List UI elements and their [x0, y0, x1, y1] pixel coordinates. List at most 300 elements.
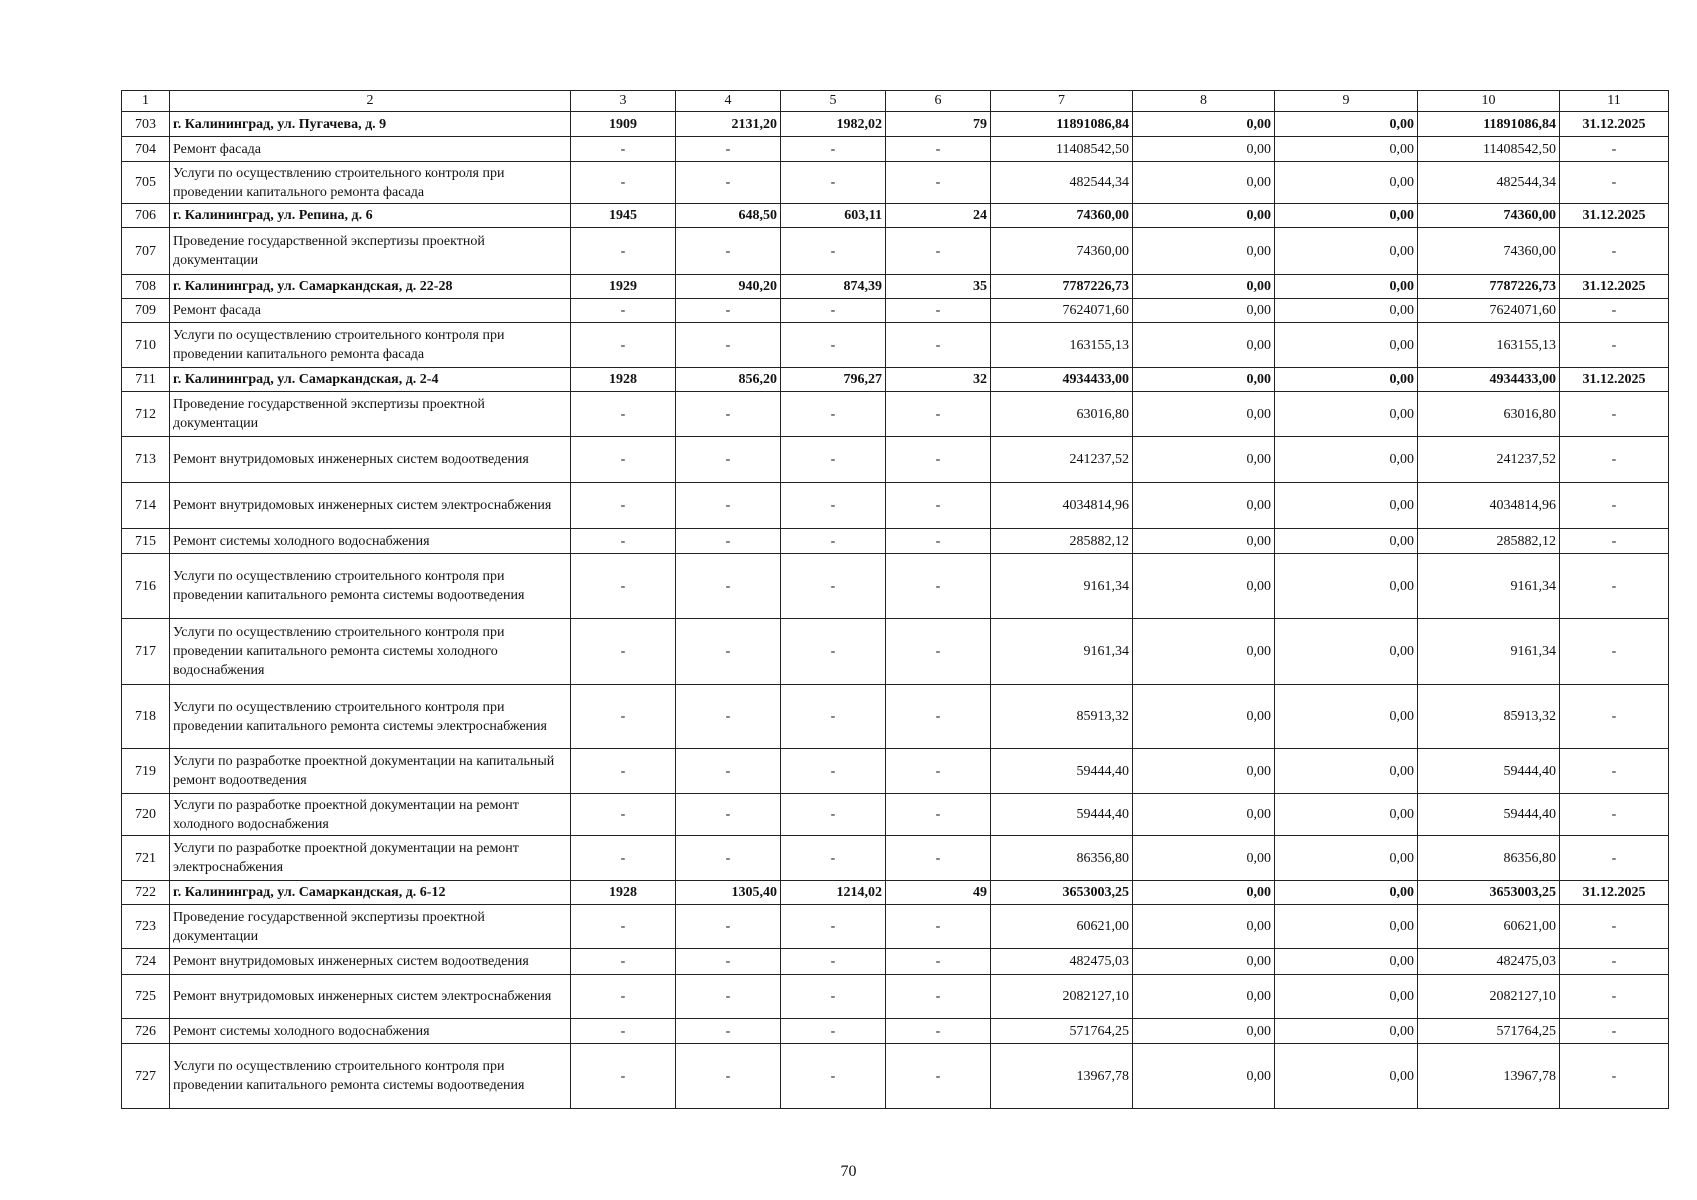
- col-8-cell: 0,00: [1133, 112, 1275, 137]
- col-9-cell: 0,00: [1275, 112, 1418, 137]
- col-8-cell: 0,00: [1133, 162, 1275, 204]
- row-number-cell: 724: [122, 949, 170, 975]
- row-number-cell: 722: [122, 881, 170, 905]
- col-10-cell: 85913,32: [1418, 685, 1560, 749]
- col-7-cell: 11891086,84: [991, 112, 1133, 137]
- col-4-cell: 856,20: [676, 368, 781, 392]
- col-9-cell: 0,00: [1275, 619, 1418, 685]
- column-number-cell: 4: [676, 91, 781, 112]
- col-4-cell: 1305,40: [676, 881, 781, 905]
- name-cell: Услуги по разработке проектной документации на капитальный ремонт водоотведения: [170, 749, 571, 794]
- col-9-cell: 0,00: [1275, 162, 1418, 204]
- col-3-cell: -: [571, 392, 676, 437]
- col-7-cell: 74360,00: [991, 204, 1133, 228]
- name-cell: г. Калининград, ул. Самаркандская, д. 6-12: [170, 881, 571, 905]
- col-5-cell: -: [781, 392, 886, 437]
- col-3-cell: -: [571, 836, 676, 881]
- col-8-cell: 0,00: [1133, 529, 1275, 554]
- col-11-cell: -: [1560, 483, 1669, 529]
- col-6-cell: -: [886, 483, 991, 529]
- work-item-row: [122, 437, 1669, 483]
- col-9-cell: 0,00: [1275, 529, 1418, 554]
- name-cell: г. Калининград, ул. Самаркандская, д. 2-4: [170, 368, 571, 392]
- name-cell: Услуги по разработке проектной документации на ремонт электроснабжения: [170, 836, 571, 881]
- col-9-cell: 0,00: [1275, 275, 1418, 299]
- row-number-cell: 726: [122, 1019, 170, 1044]
- col-11-cell: -: [1560, 685, 1669, 749]
- col-10-cell: 11891086,84: [1418, 112, 1560, 137]
- col-10-cell: 59444,40: [1418, 794, 1560, 836]
- row-number-cell: 711: [122, 368, 170, 392]
- name-cell: Услуги по осуществлению строительного контроля при проведении капитального ремонта системы холодного водоснабжения: [170, 619, 571, 685]
- row-number-cell: 727: [122, 1044, 170, 1109]
- col-4-cell: -: [676, 137, 781, 162]
- col-10-cell: 74360,00: [1418, 204, 1560, 228]
- name-cell: Ремонт внутридомовых инженерных систем электроснабжения: [170, 975, 571, 1019]
- col-3-cell: 1909: [571, 112, 676, 137]
- col-3-cell: -: [571, 905, 676, 949]
- col-5-cell: 796,27: [781, 368, 886, 392]
- work-item-row: [122, 392, 1669, 437]
- work-item-row: [122, 619, 1669, 685]
- column-number-cell: 7: [991, 91, 1133, 112]
- col-11-cell: -: [1560, 299, 1669, 323]
- col-5-cell: -: [781, 749, 886, 794]
- work-item-row: [122, 228, 1669, 275]
- col-4-cell: -: [676, 749, 781, 794]
- col-6-cell: 24: [886, 204, 991, 228]
- col-11-cell: -: [1560, 392, 1669, 437]
- col-8-cell: 0,00: [1133, 685, 1275, 749]
- col-11-cell: -: [1560, 323, 1669, 368]
- name-cell: Ремонт внутридомовых инженерных систем водоотведения: [170, 949, 571, 975]
- col-8-cell: 0,00: [1133, 228, 1275, 275]
- col-5-cell: -: [781, 437, 886, 483]
- row-number-cell: 721: [122, 836, 170, 881]
- col-4-cell: -: [676, 162, 781, 204]
- col-5-cell: 1214,02: [781, 881, 886, 905]
- col-11-cell: 31.12.2025: [1560, 112, 1669, 137]
- name-cell: Ремонт фасада: [170, 299, 571, 323]
- address-row: [122, 368, 1669, 392]
- col-3-cell: -: [571, 1019, 676, 1044]
- work-item-row: [122, 299, 1669, 323]
- column-number-cell: 1: [122, 91, 170, 112]
- name-cell: Услуги по разработке проектной документации на ремонт холодного водоснабжения: [170, 794, 571, 836]
- col-11-cell: 31.12.2025: [1560, 881, 1669, 905]
- work-item-row: [122, 1044, 1669, 1109]
- row-number-cell: 708: [122, 275, 170, 299]
- col-5-cell: -: [781, 554, 886, 619]
- col-7-cell: 571764,25: [991, 1019, 1133, 1044]
- work-item-row: [122, 323, 1669, 368]
- col-10-cell: 74360,00: [1418, 228, 1560, 275]
- col-10-cell: 11408542,50: [1418, 137, 1560, 162]
- col-3-cell: -: [571, 323, 676, 368]
- col-11-cell: -: [1560, 137, 1669, 162]
- name-cell: Проведение государственной экспертизы проектной документации: [170, 905, 571, 949]
- col-9-cell: 0,00: [1275, 905, 1418, 949]
- work-item-row: [122, 685, 1669, 749]
- col-5-cell: -: [781, 1044, 886, 1109]
- col-3-cell: 1928: [571, 881, 676, 905]
- col-5-cell: -: [781, 836, 886, 881]
- col-7-cell: 4034814,96: [991, 483, 1133, 529]
- col-5-cell: -: [781, 162, 886, 204]
- col-6-cell: -: [886, 975, 991, 1019]
- col-5-cell: -: [781, 619, 886, 685]
- col-8-cell: 0,00: [1133, 905, 1275, 949]
- col-8-cell: 0,00: [1133, 619, 1275, 685]
- col-8-cell: 0,00: [1133, 949, 1275, 975]
- col-5-cell: -: [781, 1019, 886, 1044]
- col-11-cell: -: [1560, 554, 1669, 619]
- col-3-cell: -: [571, 529, 676, 554]
- col-4-cell: -: [676, 299, 781, 323]
- col-3-cell: -: [571, 162, 676, 204]
- col-7-cell: 163155,13: [991, 323, 1133, 368]
- col-7-cell: 9161,34: [991, 554, 1133, 619]
- col-4-cell: -: [676, 529, 781, 554]
- col-4-cell: -: [676, 483, 781, 529]
- col-8-cell: 0,00: [1133, 392, 1275, 437]
- col-6-cell: -: [886, 323, 991, 368]
- col-10-cell: 2082127,10: [1418, 975, 1560, 1019]
- col-7-cell: 2082127,10: [991, 975, 1133, 1019]
- col-7-cell: 3653003,25: [991, 881, 1133, 905]
- col-9-cell: 0,00: [1275, 975, 1418, 1019]
- row-number-cell: 725: [122, 975, 170, 1019]
- row-number-cell: 714: [122, 483, 170, 529]
- col-5-cell: -: [781, 794, 886, 836]
- col-9-cell: 0,00: [1275, 437, 1418, 483]
- col-7-cell: 285882,12: [991, 529, 1133, 554]
- col-5-cell: -: [781, 685, 886, 749]
- col-7-cell: 9161,34: [991, 619, 1133, 685]
- col-9-cell: 0,00: [1275, 392, 1418, 437]
- col-9-cell: 0,00: [1275, 749, 1418, 794]
- col-4-cell: -: [676, 975, 781, 1019]
- col-9-cell: 0,00: [1275, 685, 1418, 749]
- row-number-cell: 709: [122, 299, 170, 323]
- column-number-cell: 10: [1418, 91, 1560, 112]
- row-number-cell: 712: [122, 392, 170, 437]
- row-number-cell: 715: [122, 529, 170, 554]
- col-3-cell: -: [571, 794, 676, 836]
- col-7-cell: 13967,78: [991, 1044, 1133, 1109]
- name-cell: Услуги по осуществлению строительного контроля при проведении капитального ремонта системы водоотведения: [170, 554, 571, 619]
- col-9-cell: 0,00: [1275, 794, 1418, 836]
- col-7-cell: 59444,40: [991, 794, 1133, 836]
- work-item-row: [122, 975, 1669, 1019]
- work-item-row: [122, 836, 1669, 881]
- col-6-cell: -: [886, 905, 991, 949]
- column-number-row: [122, 91, 1669, 112]
- col-4-cell: -: [676, 685, 781, 749]
- col-9-cell: 0,00: [1275, 1044, 1418, 1109]
- col-5-cell: -: [781, 299, 886, 323]
- col-6-cell: -: [886, 794, 991, 836]
- col-11-cell: -: [1560, 1019, 1669, 1044]
- column-number-cell: 2: [170, 91, 571, 112]
- col-3-cell: -: [571, 228, 676, 275]
- col-8-cell: 0,00: [1133, 836, 1275, 881]
- work-item-row: [122, 137, 1669, 162]
- col-4-cell: -: [676, 905, 781, 949]
- column-number-cell: 6: [886, 91, 991, 112]
- col-5-cell: -: [781, 228, 886, 275]
- address-row: [122, 881, 1669, 905]
- col-10-cell: 86356,80: [1418, 836, 1560, 881]
- name-cell: Услуги по осуществлению строительного контроля при проведении капитального ремонта фасада: [170, 162, 571, 204]
- col-8-cell: 0,00: [1133, 137, 1275, 162]
- col-8-cell: 0,00: [1133, 323, 1275, 368]
- col-9-cell: 0,00: [1275, 299, 1418, 323]
- col-6-cell: -: [886, 228, 991, 275]
- col-9-cell: 0,00: [1275, 204, 1418, 228]
- name-cell: Ремонт системы холодного водоснабжения: [170, 529, 571, 554]
- col-4-cell: -: [676, 619, 781, 685]
- col-6-cell: -: [886, 685, 991, 749]
- col-4-cell: -: [676, 794, 781, 836]
- col-10-cell: 7787226,73: [1418, 275, 1560, 299]
- row-number-cell: 704: [122, 137, 170, 162]
- col-9-cell: 0,00: [1275, 554, 1418, 619]
- col-10-cell: 60621,00: [1418, 905, 1560, 949]
- col-11-cell: 31.12.2025: [1560, 275, 1669, 299]
- col-5-cell: -: [781, 529, 886, 554]
- register-table: [121, 90, 1669, 1109]
- col-7-cell: 482544,34: [991, 162, 1133, 204]
- name-cell: г. Калининград, ул. Пугачева, д. 9: [170, 112, 571, 137]
- col-3-cell: -: [571, 299, 676, 323]
- name-cell: Ремонт системы холодного водоснабжения: [170, 1019, 571, 1044]
- col-7-cell: 7787226,73: [991, 275, 1133, 299]
- row-number-cell: 703: [122, 112, 170, 137]
- row-number-cell: 723: [122, 905, 170, 949]
- col-9-cell: 0,00: [1275, 483, 1418, 529]
- col-3-cell: -: [571, 749, 676, 794]
- col-7-cell: 482475,03: [991, 949, 1133, 975]
- column-number-cell: 8: [1133, 91, 1275, 112]
- col-6-cell: -: [886, 529, 991, 554]
- col-6-cell: -: [886, 619, 991, 685]
- col-9-cell: 0,00: [1275, 836, 1418, 881]
- col-7-cell: 63016,80: [991, 392, 1133, 437]
- col-11-cell: -: [1560, 619, 1669, 685]
- col-10-cell: 482475,03: [1418, 949, 1560, 975]
- col-3-cell: 1928: [571, 368, 676, 392]
- col-6-cell: -: [886, 137, 991, 162]
- row-number-cell: 720: [122, 794, 170, 836]
- col-10-cell: 3653003,25: [1418, 881, 1560, 905]
- col-11-cell: -: [1560, 749, 1669, 794]
- col-4-cell: -: [676, 554, 781, 619]
- col-6-cell: -: [886, 1044, 991, 1109]
- col-4-cell: 648,50: [676, 204, 781, 228]
- name-cell: Ремонт внутридомовых инженерных систем электроснабжения: [170, 483, 571, 529]
- work-item-row: [122, 749, 1669, 794]
- col-10-cell: 571764,25: [1418, 1019, 1560, 1044]
- col-6-cell: -: [886, 554, 991, 619]
- work-item-row: [122, 949, 1669, 975]
- col-10-cell: 59444,40: [1418, 749, 1560, 794]
- col-4-cell: -: [676, 1044, 781, 1109]
- col-11-cell: 31.12.2025: [1560, 204, 1669, 228]
- col-7-cell: 74360,00: [991, 228, 1133, 275]
- address-row: [122, 204, 1669, 228]
- col-3-cell: -: [571, 685, 676, 749]
- row-number-cell: 705: [122, 162, 170, 204]
- page-number: 70: [840, 1163, 857, 1180]
- work-item-row: [122, 483, 1669, 529]
- work-item-row: [122, 794, 1669, 836]
- col-6-cell: 35: [886, 275, 991, 299]
- col-11-cell: -: [1560, 949, 1669, 975]
- col-8-cell: 0,00: [1133, 975, 1275, 1019]
- col-4-cell: -: [676, 392, 781, 437]
- column-number-cell: 11: [1560, 91, 1669, 112]
- address-row: [122, 275, 1669, 299]
- col-6-cell: -: [886, 949, 991, 975]
- col-10-cell: 9161,34: [1418, 554, 1560, 619]
- name-cell: Проведение государственной экспертизы проектной документации: [170, 228, 571, 275]
- col-11-cell: -: [1560, 437, 1669, 483]
- col-9-cell: 0,00: [1275, 949, 1418, 975]
- col-11-cell: -: [1560, 228, 1669, 275]
- col-6-cell: 79: [886, 112, 991, 137]
- row-number-cell: 713: [122, 437, 170, 483]
- col-7-cell: 7624071,60: [991, 299, 1133, 323]
- col-5-cell: -: [781, 323, 886, 368]
- col-11-cell: -: [1560, 529, 1669, 554]
- col-10-cell: 4934433,00: [1418, 368, 1560, 392]
- col-7-cell: 85913,32: [991, 685, 1133, 749]
- name-cell: Проведение государственной экспертизы проектной документации: [170, 392, 571, 437]
- col-6-cell: -: [886, 299, 991, 323]
- col-3-cell: -: [571, 619, 676, 685]
- column-number-cell: 3: [571, 91, 676, 112]
- col-8-cell: 0,00: [1133, 1019, 1275, 1044]
- col-6-cell: -: [886, 749, 991, 794]
- row-number-cell: 717: [122, 619, 170, 685]
- col-10-cell: 63016,80: [1418, 392, 1560, 437]
- row-number-cell: 706: [122, 204, 170, 228]
- col-11-cell: -: [1560, 975, 1669, 1019]
- col-3-cell: -: [571, 554, 676, 619]
- col-10-cell: 482544,34: [1418, 162, 1560, 204]
- row-number-cell: 707: [122, 228, 170, 275]
- col-4-cell: -: [676, 323, 781, 368]
- col-8-cell: 0,00: [1133, 368, 1275, 392]
- col-3-cell: -: [571, 137, 676, 162]
- col-11-cell: -: [1560, 162, 1669, 204]
- col-8-cell: 0,00: [1133, 204, 1275, 228]
- col-7-cell: 60621,00: [991, 905, 1133, 949]
- col-3-cell: 1929: [571, 275, 676, 299]
- col-6-cell: -: [886, 392, 991, 437]
- col-8-cell: 0,00: [1133, 794, 1275, 836]
- col-10-cell: 9161,34: [1418, 619, 1560, 685]
- col-10-cell: 285882,12: [1418, 529, 1560, 554]
- name-cell: Услуги по осуществлению строительного контроля при проведении капитального ремонта системы водоотведения: [170, 1044, 571, 1109]
- work-item-row: [122, 905, 1669, 949]
- col-5-cell: -: [781, 483, 886, 529]
- col-7-cell: 241237,52: [991, 437, 1133, 483]
- col-9-cell: 0,00: [1275, 323, 1418, 368]
- col-5-cell: -: [781, 975, 886, 1019]
- col-4-cell: -: [676, 1019, 781, 1044]
- col-9-cell: 0,00: [1275, 137, 1418, 162]
- col-9-cell: 0,00: [1275, 368, 1418, 392]
- col-6-cell: 49: [886, 881, 991, 905]
- col-8-cell: 0,00: [1133, 437, 1275, 483]
- col-6-cell: -: [886, 162, 991, 204]
- col-7-cell: 59444,40: [991, 749, 1133, 794]
- name-cell: Ремонт фасада: [170, 137, 571, 162]
- col-4-cell: 940,20: [676, 275, 781, 299]
- col-5-cell: -: [781, 905, 886, 949]
- row-number-cell: 716: [122, 554, 170, 619]
- name-cell: Ремонт внутридомовых инженерных систем водоотведения: [170, 437, 571, 483]
- col-9-cell: 0,00: [1275, 881, 1418, 905]
- column-number-cell: 9: [1275, 91, 1418, 112]
- col-4-cell: 2131,20: [676, 112, 781, 137]
- col-11-cell: -: [1560, 836, 1669, 881]
- col-8-cell: 0,00: [1133, 275, 1275, 299]
- col-7-cell: 4934433,00: [991, 368, 1133, 392]
- col-10-cell: 241237,52: [1418, 437, 1560, 483]
- row-number-cell: 719: [122, 749, 170, 794]
- col-4-cell: -: [676, 437, 781, 483]
- col-5-cell: 1982,02: [781, 112, 886, 137]
- work-item-row: [122, 529, 1669, 554]
- col-5-cell: 874,39: [781, 275, 886, 299]
- col-8-cell: 0,00: [1133, 483, 1275, 529]
- col-5-cell: 603,11: [781, 204, 886, 228]
- col-9-cell: 0,00: [1275, 1019, 1418, 1044]
- name-cell: Услуги по осуществлению строительного контроля при проведении капитального ремонта системы электроснабжения: [170, 685, 571, 749]
- work-item-row: [122, 162, 1669, 204]
- col-8-cell: 0,00: [1133, 749, 1275, 794]
- name-cell: г. Калининград, ул. Самаркандская, д. 22-28: [170, 275, 571, 299]
- col-3-cell: -: [571, 975, 676, 1019]
- name-cell: Услуги по осуществлению строительного контроля при проведении капитального ремонта фасада: [170, 323, 571, 368]
- col-10-cell: 13967,78: [1418, 1044, 1560, 1109]
- column-number-cell: 5: [781, 91, 886, 112]
- col-6-cell: -: [886, 1019, 991, 1044]
- name-cell: г. Калининград, ул. Репина, д. 6: [170, 204, 571, 228]
- col-3-cell: -: [571, 949, 676, 975]
- col-8-cell: 0,00: [1133, 881, 1275, 905]
- col-10-cell: 4034814,96: [1418, 483, 1560, 529]
- col-3-cell: -: [571, 437, 676, 483]
- col-4-cell: -: [676, 228, 781, 275]
- work-item-row: [122, 554, 1669, 619]
- col-6-cell: 32: [886, 368, 991, 392]
- col-8-cell: 0,00: [1133, 554, 1275, 619]
- row-number-cell: 718: [122, 685, 170, 749]
- address-row: [122, 112, 1669, 137]
- col-3-cell: -: [571, 483, 676, 529]
- col-4-cell: -: [676, 949, 781, 975]
- col-3-cell: 1945: [571, 204, 676, 228]
- col-11-cell: -: [1560, 1044, 1669, 1109]
- col-7-cell: 86356,80: [991, 836, 1133, 881]
- col-10-cell: 163155,13: [1418, 323, 1560, 368]
- col-11-cell: -: [1560, 905, 1669, 949]
- col-10-cell: 7624071,60: [1418, 299, 1560, 323]
